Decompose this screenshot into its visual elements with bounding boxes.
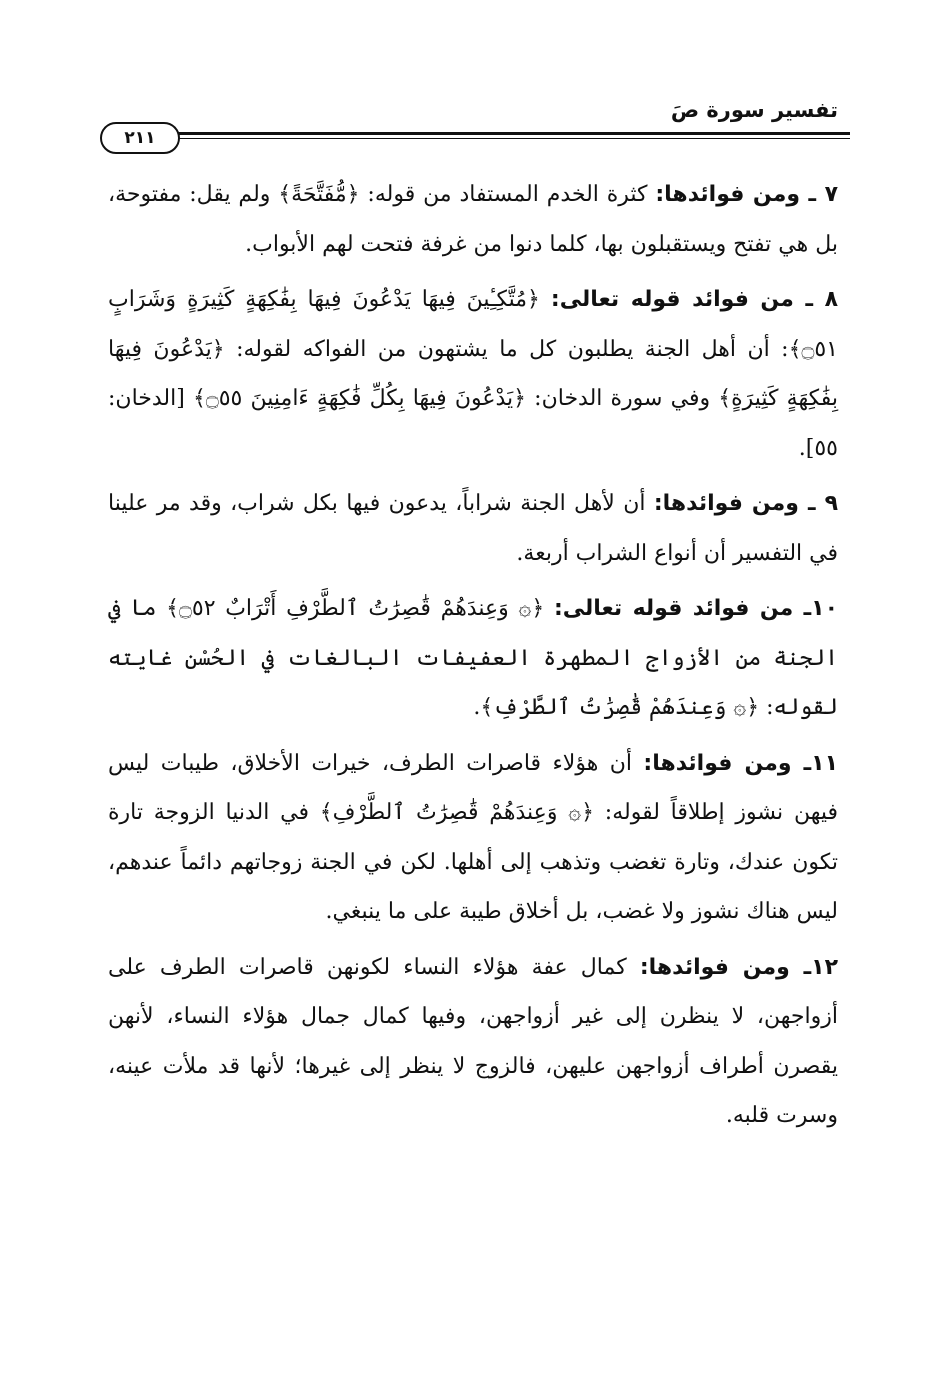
paragraph-text: ﴿۞ وَعِندَهُمْ قَٰصِرَٰتُ ٱلطَّرْفِ أَتْرَابٌ ۝٥٢﴾ ما في الجنة من الأزواج المطهرة العفيفات البالغات في الحُسْن غايته لقوله: ﴿۞ وَعِندَهُمْ قَٰصِرَٰتُ ٱلطَّرْفِ﴾. — [108, 596, 838, 720]
paragraph-text: ﴿مُتَّكِـِٔينَ فِيهَا يَدْعُونَ فِيهَا بِفَٰكِهَةٍ كَثِيرَةٍ وَشَرَابٍ ۝٥١﴾: أن أهل الجنة يطلبون كل ما يشتهون من الفواكه لقوله: ﴿يَدْعُونَ فِيهَا بِفَٰكِهَةٍ كَثِيرَةٍ﴾ وفي سورة الدخان: ﴿يَدْعُونَ فِيهَا بِكُلِّ فَٰكِهَةٍ ءَامِنِينَ ۝٥٥﴾ [الدخان: ٥٥]. — [108, 287, 838, 461]
paragraph-lead: ١٢ـ ومن فوائدها: — [639, 954, 839, 980]
paragraph-lead: ١١ـ ومن فوائدها: — [643, 750, 838, 776]
paragraph-lead: ٨ ـ من فوائد قوله تعالى: — [550, 287, 839, 312]
page-number: ٢١١ — [124, 127, 156, 148]
paragraph-lead: ٩ ـ ومن فوائدها: — [653, 491, 838, 516]
paragraph-text: كمال عفة هؤلاء النساء لكونهن قاصرات الطرف على أزواجهن، لا ينظرن إلى غير أزواجهن، وفيها كمال جمال هؤلاء النساء، لأنهن يقصرن أطراف أزواجهن عليهن، فالزوج لا ينظر إلى غيرها؛ لأنها قد ملأت عينه، وسرت قلبه. — [108, 954, 838, 1128]
paragraph-lead: ٧ ـ ومن فوائدها: — [655, 182, 838, 207]
paragraph-text: كثرة الخدم المستفاد من قوله: ﴿مُّفَتَّحَةً﴾ ولم يقل: مفتوحة، بل هي تفتح ويستقبلون بها، كلما دنوا من غرفة فتحت لهم الأبواب. — [108, 182, 838, 257]
paragraph-7 — [108, 170, 838, 269]
paragraph-lead: ١٠ـ من فوائد قوله تعالى: — [553, 596, 838, 621]
paragraph-text: أن لأهل الجنة شراباً، يدعون فيها بكل شراب، وقد مر علينا في التفسير أن أنواع الشراب أربعة. — [108, 491, 838, 566]
paragraph-8 — [108, 275, 838, 473]
page-header — [100, 98, 850, 158]
page-body — [108, 170, 838, 1147]
paragraph-12 — [108, 943, 838, 1141]
header-rule-thin — [160, 138, 850, 139]
header-rule-thick — [160, 132, 850, 135]
paragraph-text: أن هؤلاء قاصرات الطرف، خيرات الأخلاق، طيبات ليس فيهن نشوز إطلاقاً لقوله: ﴿۞ وَعِندَهُمْ قَٰصِرَٰتُ ٱلطَّرْفِ﴾ في الدنيا الزوجة تارة تكون عندك، وتارة تغضب وتذهب إلى أهلها. لكن في الجنة زوجاتهم دائماً عندهم، ليس هناك نشوز ولا غضب، بل أخلاق طيبة على ما ينبغي. — [108, 750, 838, 924]
paragraph-11 — [108, 739, 838, 937]
paragraph-10 — [108, 584, 838, 733]
page-number-frame — [100, 122, 180, 154]
paragraph-9 — [108, 479, 838, 578]
running-title: تفسير سورة صَ — [670, 98, 838, 122]
